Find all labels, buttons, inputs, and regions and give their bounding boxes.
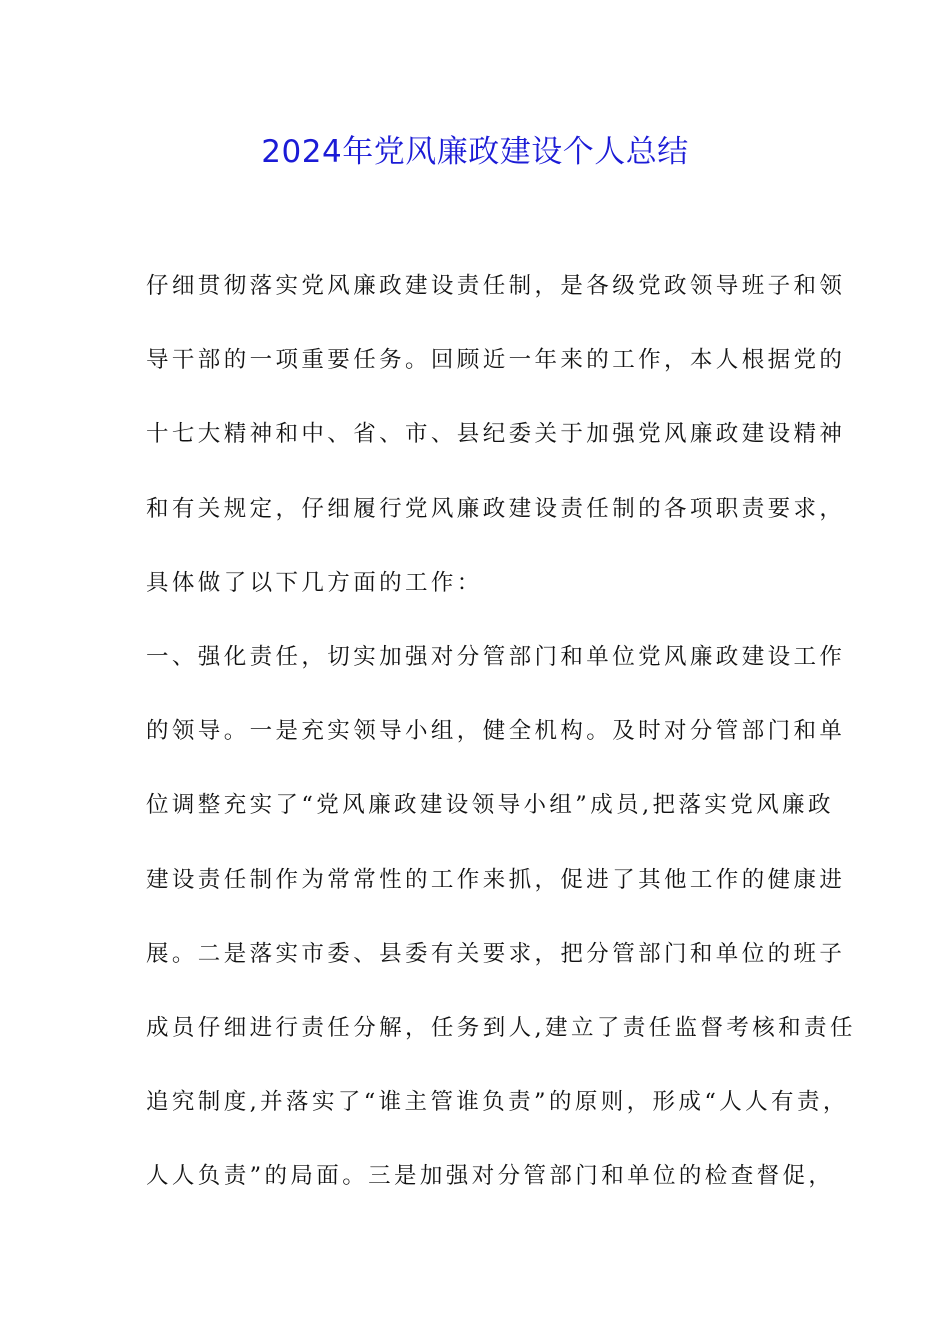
body-line: 位调整充实了“党风廉政建设领导小组”成员,把落实党风廉政 [146, 792, 834, 819]
body-line: 的领导。一是充实领导小组，健全机构。及时对分管部门和单 [146, 718, 846, 745]
body-line: 十七大精神和中、省、市、县纪委关于加强党风廉政建设精神 [146, 421, 846, 448]
body-line: 具体做了以下几方面的工作： [146, 569, 483, 596]
body-line: 展。二是落实市委、县委有关要求，把分管部门和单位的班子 [146, 940, 846, 967]
body-line: 一、强化责任，切实加强对分管部门和单位党风廉政建设工作 [146, 643, 846, 670]
body-line: 仔细贯彻落实党风廉政建设责任制，是各级党政领导班子和领 [146, 273, 846, 299]
document-body [146, 262, 856, 1226]
body-line: 人人负责”的局面。三是加强对分管部门和单位的检查督促， [146, 1163, 835, 1190]
body-line: 建设责任制作为常常性的工作来抓，促进了其他工作的健康进 [146, 866, 846, 893]
body-line: 和有关规定，仔细履行党风廉政建设责任制的各项职责要求， [146, 495, 846, 522]
body-line: 导干部的一项重要任务。回顾近一年来的工作，本人根据党的 [146, 347, 846, 374]
body-line: 追究制度,并落实了“谁主管谁负责”的原则，形成“人人有责， [146, 1089, 849, 1116]
body-line: 成员仔细进行责任分解，任务到人,建立了责任监督考核和责任 [146, 1014, 856, 1041]
document-title: 2024年党风廉政建设个人总结 [261, 134, 689, 170]
